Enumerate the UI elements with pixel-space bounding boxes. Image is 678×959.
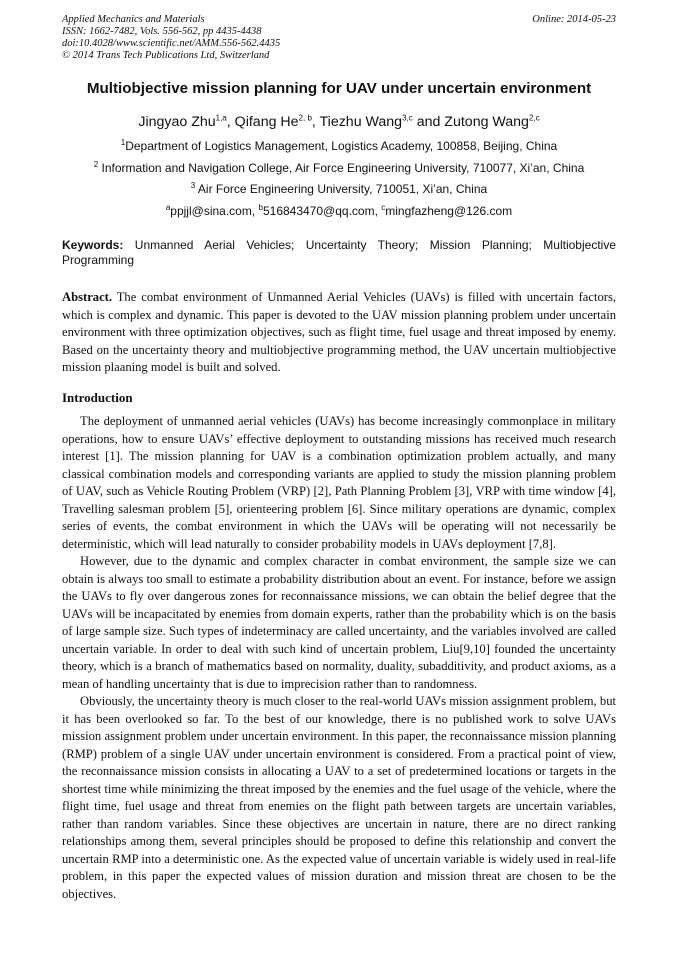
abstract-block (62, 289, 616, 377)
journal-copyright: © 2014 Trans Tech Publications Ltd, Switzerland (62, 50, 270, 61)
journal-doi: doi:10.4028/www.scientific.net/AMM.556-562.4435 (62, 38, 281, 49)
aff-text: Air Force Engineering University, 710051, Xi’an, China (195, 182, 488, 196)
aff-sup: 2 (93, 160, 99, 169)
paper-title: Multiobjective mission planning for UAV under uncertain environment (86, 80, 592, 97)
email-sup: c (381, 203, 386, 212)
journal-issn: ISSN: 1662-7482, Vols. 556-562, pp 4435-4438 (62, 26, 262, 37)
abstract-text: The combat environment of Unmanned Aerial Vehicles (UAVs) is filled with uncertain factors, which is complex and dynamic. This paper is devoted to the UAV mission planning problem under uncertain environment with three optimization objectives, such as flight time, fuel usage and threat imposed by enemy. Based on the uncertainty theory and multiobjective programming method, the UAV uncertain multiobjective mission plaaning model is built and solved. (62, 290, 616, 374)
online-date: Online: 2014-05-23 (532, 14, 616, 25)
intro-paragraph-2: However, due to the dynamic and complex character in combat environment, the sample size we can obtain is always too small to estimate a probability distribution about an event. For instance, before we assign the UAVs to fly over dangerous zones for reconnaissance missions, we can obtain the belief degree that the UAVs will be incapacitated by enemies from domain experts, rather than the probability which is on the basis of large sample size. Such types of indeterminacy are called uncertainty, and the variables involved are called uncertain variable. In order to deal with such kind of uncertain problem, Liu[9,10] founded the uncertainty theory, which is a branch of mathematics based on normality, duality, subadditivity, and product axioms, as a mean of handling uncertainty that is due to imprecision rather than to randomness. (62, 554, 616, 691)
keywords-label: Keywords: (62, 238, 124, 252)
author-name: and Zutong Wang (412, 114, 529, 130)
email-link: mingfazheng@126.com (385, 204, 513, 218)
affiliation-2 (30, 161, 648, 175)
keywords-text: Unmanned Aerial Vehicles; Uncertainty Theory; Mission Planning; Multiobjective Programming (62, 238, 616, 267)
aff-sup: 3 (190, 181, 196, 190)
affiliation-3 (30, 182, 648, 196)
email-list (30, 204, 648, 218)
author-sup: 1,a (215, 113, 227, 123)
journal-name: Applied Mechanics and Materials (62, 14, 205, 25)
introduction-body (62, 413, 616, 903)
affiliation-1 (30, 139, 648, 153)
email-link: ppjjl@sina.com, (170, 204, 259, 218)
author-list (40, 114, 638, 130)
journal-header (62, 14, 616, 62)
keywords-block (62, 238, 616, 268)
author-sup: 2,c (528, 113, 540, 123)
author-sup: 3,c (402, 113, 413, 123)
aff-text: Information and Navigation College, Air Force Engineering University, 710077, Xi’an, China (98, 161, 585, 175)
aff-text: Department of Logistics Management, Logistics Academy, 100858, Beijing, China (125, 139, 558, 153)
intro-paragraph-1: The deployment of unmanned aerial vehicles (UAVs) has become increasingly commonplace in military operations, how to ensure UAVs’ effective deployment to outstanding missions has received much research interest [1]. The mission planning for UAV is a combination optimization problem actually, and many classical combination models and corresponding variants are applied to study the mission planning problem of UAV, such as Vehicle Routing Problem (VRP) [2], Path Planning Problem [3], VRP with time window [4], Travelling salesman problem [5], orienteering problem [6]. Since military operations are dynamic, complex series of events, the combat environment in which the UAVs will be operating will not necessarily be deterministic, which will lead naturally to consider probability models in UAVs deployment [7,8]. (62, 414, 616, 551)
email-sup: b (258, 203, 263, 212)
email-sup: a (165, 203, 171, 212)
abstract-label: Abstract. (62, 290, 113, 304)
section-heading-introduction: Introduction (62, 390, 133, 405)
author-name: Jingyao Zhu (138, 114, 216, 130)
author-name: , Qifang He (226, 114, 299, 130)
intro-paragraph-3: Obviously, the uncertainty theory is much closer to the real-world UAVs mission assignment problem, but it has been overlooked so far. To the best of our knowledge, there is no published work to solve UAVs mission assignment problem under uncertain environment. In this paper, the reconnaissance mission planning (RMP) problem of a single UAV under uncertain environment is considered. From a practical point of view, the reconnaissance mission consists in allocating a UAV to a set of predetermined locations or targets in the shortest time while minimizing the threat imposed by the enemies and the fuel usage of the vehicle, where the flight time, fuel usage and threat from enemies on the flight path between targets are uncertain variables, rather than random variables. Since these objectives are uncertain in nature, there are no direct ranking relationships among them, several principles should be proposed to define this relationship and convert the uncertain RMP into a deterministic one. As the expected value of uncertain variable is widely used in real-life problem, in this paper the expected values of mission duration and mission threat are chosen to be the objectives. (62, 694, 616, 901)
author-sup: 2, b (298, 113, 312, 123)
author-name: , Tiezhu Wang (311, 114, 403, 130)
email-link: 516843470@qq.com, (262, 204, 382, 218)
aff-sup: 1 (120, 138, 126, 147)
